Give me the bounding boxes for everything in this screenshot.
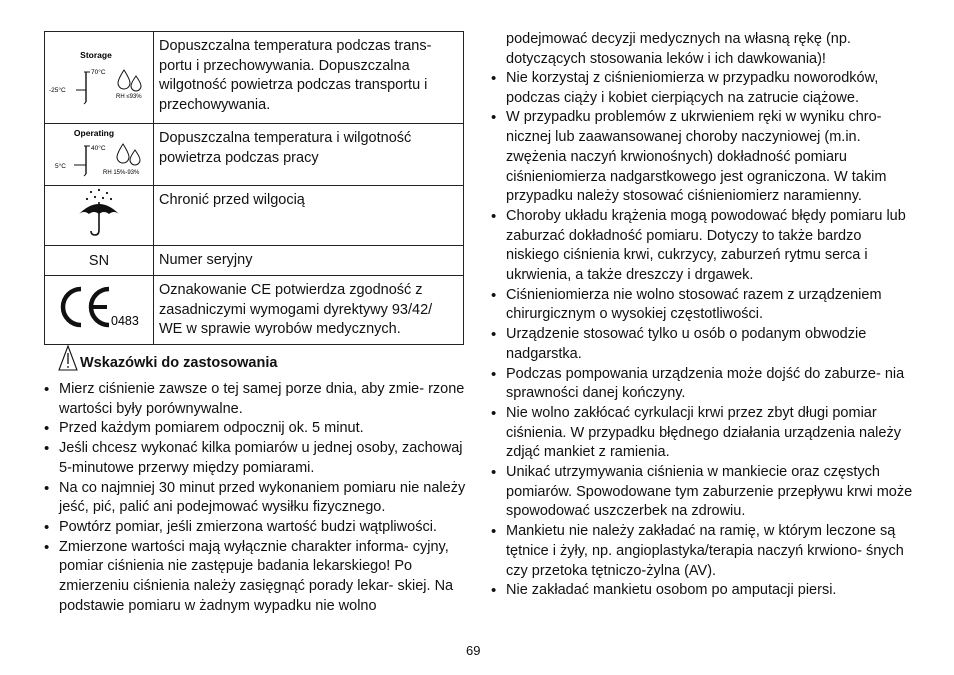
list-item: • Podczas pompowania urządzenia może dojść do zaburze- nia sprawności danej kończyny. — [491, 365, 915, 404]
keep-dry-description: Chronić przed wilgocią — [154, 186, 464, 246]
list-item: • Unikać utrzymywania ciśnienia w mankiecie oraz częstych pomiarów. Spowodowane tym zaburzenie przepływu krwi może spowodować uszczerbek na zdrowiu. — [491, 463, 915, 522]
list-item: • Nie wolno zakłócać cyrkulacji krwi przez zbyt długi pomiar ciśnienia. W przypadku błędnego działania urządzenia należy zdjąć mankiet z ramienia. — [491, 404, 915, 463]
list-item: • Mierz ciśnienie zawsze o tej samej porze dnia, aby zmie- rzone wartości były porównywalne. — [44, 380, 468, 419]
storage-humidity: RH ≤93% — [116, 94, 142, 100]
table-row — [45, 276, 464, 345]
storage-temp-low: -25°C — [49, 87, 66, 94]
operating-temp-low: 5°C — [55, 163, 66, 170]
list-item: • W przypadku problemów z ukrwieniem ręki w wyniku chro- nicznej lub zaawansowanej choroby naczyniowej (m.in. zwężenia naczyń krwionośnych) dokładność pomiaru ciśnieniomierza nadgarstkowego jest ograniczona. W takim przypadku należy stosować ciśnieniomierz naramienny. — [491, 108, 915, 207]
serial-number-description: Numer seryjny — [154, 246, 464, 276]
table-row — [45, 32, 464, 124]
storage-temp-high: 70°C — [91, 69, 106, 76]
keep-dry-umbrella-icon — [69, 186, 129, 240]
usage-section-header — [58, 344, 468, 376]
operating-symbol-cell — [45, 124, 154, 186]
warning-triangle-icon — [58, 345, 78, 371]
ce-symbol-cell — [45, 276, 154, 345]
table-row — [45, 124, 464, 186]
list-item: • Mankietu nie należy zakładać na ramię, w którym leczone są tętnice i żyły, np. angioplastyka/terapia naczyń krwiono- śnych czy przetoka tętniczo-żylna (AV). — [491, 522, 915, 581]
storage-label: Storage — [80, 50, 112, 60]
usage-list-left — [44, 380, 468, 616]
page-number: 69 — [466, 643, 481, 658]
symbols-table — [44, 31, 464, 345]
table-row — [45, 186, 464, 246]
usage-section-title: Wskazówki do zastosowania — [80, 355, 278, 371]
storage-symbol-cell — [45, 32, 154, 124]
storage-description: Dopuszczalna temperatura podczas trans- portu i przechowywania. Dopuszczalna wilgotność powietrza podczas transportu i przechowywania. — [154, 32, 464, 124]
list-item: • Na co najmniej 30 minut przed wykonaniem pomiaru nie należy jeść, pić, palić ani podejmować wysiłku fizycznego. — [44, 479, 468, 518]
ce-number: 0483 — [111, 314, 139, 329]
operating-description: Dopuszczalna temperatura i wilgotność powietrza podczas pracy — [154, 124, 464, 186]
usage-continuation-text: podejmować decyzji medycznych na własną rękę (np. dotyczących stosowania leków i ich dawkowania)! — [506, 31, 851, 67]
list-item: • Ciśnieniomierza nie wolno stosować razem z urządzeniem chirurgicznym o wysokiej częstotliwości. — [491, 286, 915, 325]
list-item: • Powtórz pomiar, jeśli zmierzona wartość budzi wątpliwości. — [44, 518, 468, 538]
list-item: • Nie zakładać mankietu osobom po amputacji piersi. — [491, 581, 915, 601]
list-item: • Przed każdym pomiarem odpocznij ok. 5 minut. — [44, 419, 468, 439]
keep-dry-symbol-cell — [45, 186, 154, 246]
table-row — [45, 246, 464, 276]
list-item: • Nie korzystaj z ciśnieniomierza w przypadku noworodków, podczas ciąży i kobiet cierpiących na zatrucie ciążowe. — [491, 69, 915, 108]
operating-temp-high: 40°C — [91, 145, 106, 152]
serial-number-symbol: SN — [45, 246, 154, 276]
ce-description: Oznakowanie CE potwierdza zgodność z zasadniczymi wymogami dyrektywy 93/42/ WE w sprawie wyrobów medycznych. — [154, 276, 464, 345]
usage-list-right — [491, 69, 915, 601]
list-item: • Choroby układu krążenia mogą powodować błędy pomiaru lub zaburzać dokładność pomiaru. Dotyczy to także bardzo niskiego ciśnienia krwi, cukrzycy, zaburzeń rytmu serca i ukrwienia, a także dreszczy i drgawek. — [491, 207, 915, 286]
list-item: • Jeśli chcesz wykonać kilka pomiarów u jednej osoby, zachowaj 5-minutowe przerwy między pomiarami. — [44, 439, 468, 478]
operating-label: Operating — [73, 128, 115, 138]
list-item: • Urządzenie stosować tylko u osób o podanym obwodzie nadgarstka. — [491, 325, 915, 364]
operating-humidity: RH 15%-93% — [103, 170, 140, 176]
ce-mark-icon — [47, 279, 151, 335]
list-item: • Zmierzone wartości mają wyłącznie charakter informa- cyjny, pomiar ciśnienia nie zastępuje badania lekarskiego! Po zmierzeniu ciśnienia należy zasięgnąć porady lekar- skiej. Na podstawie pomiaru w żadnym wypadku nie wolno — [44, 538, 468, 617]
operating-temperature-humidity-icon — [46, 124, 152, 180]
storage-temperature-humidity-icon — [46, 32, 152, 118]
